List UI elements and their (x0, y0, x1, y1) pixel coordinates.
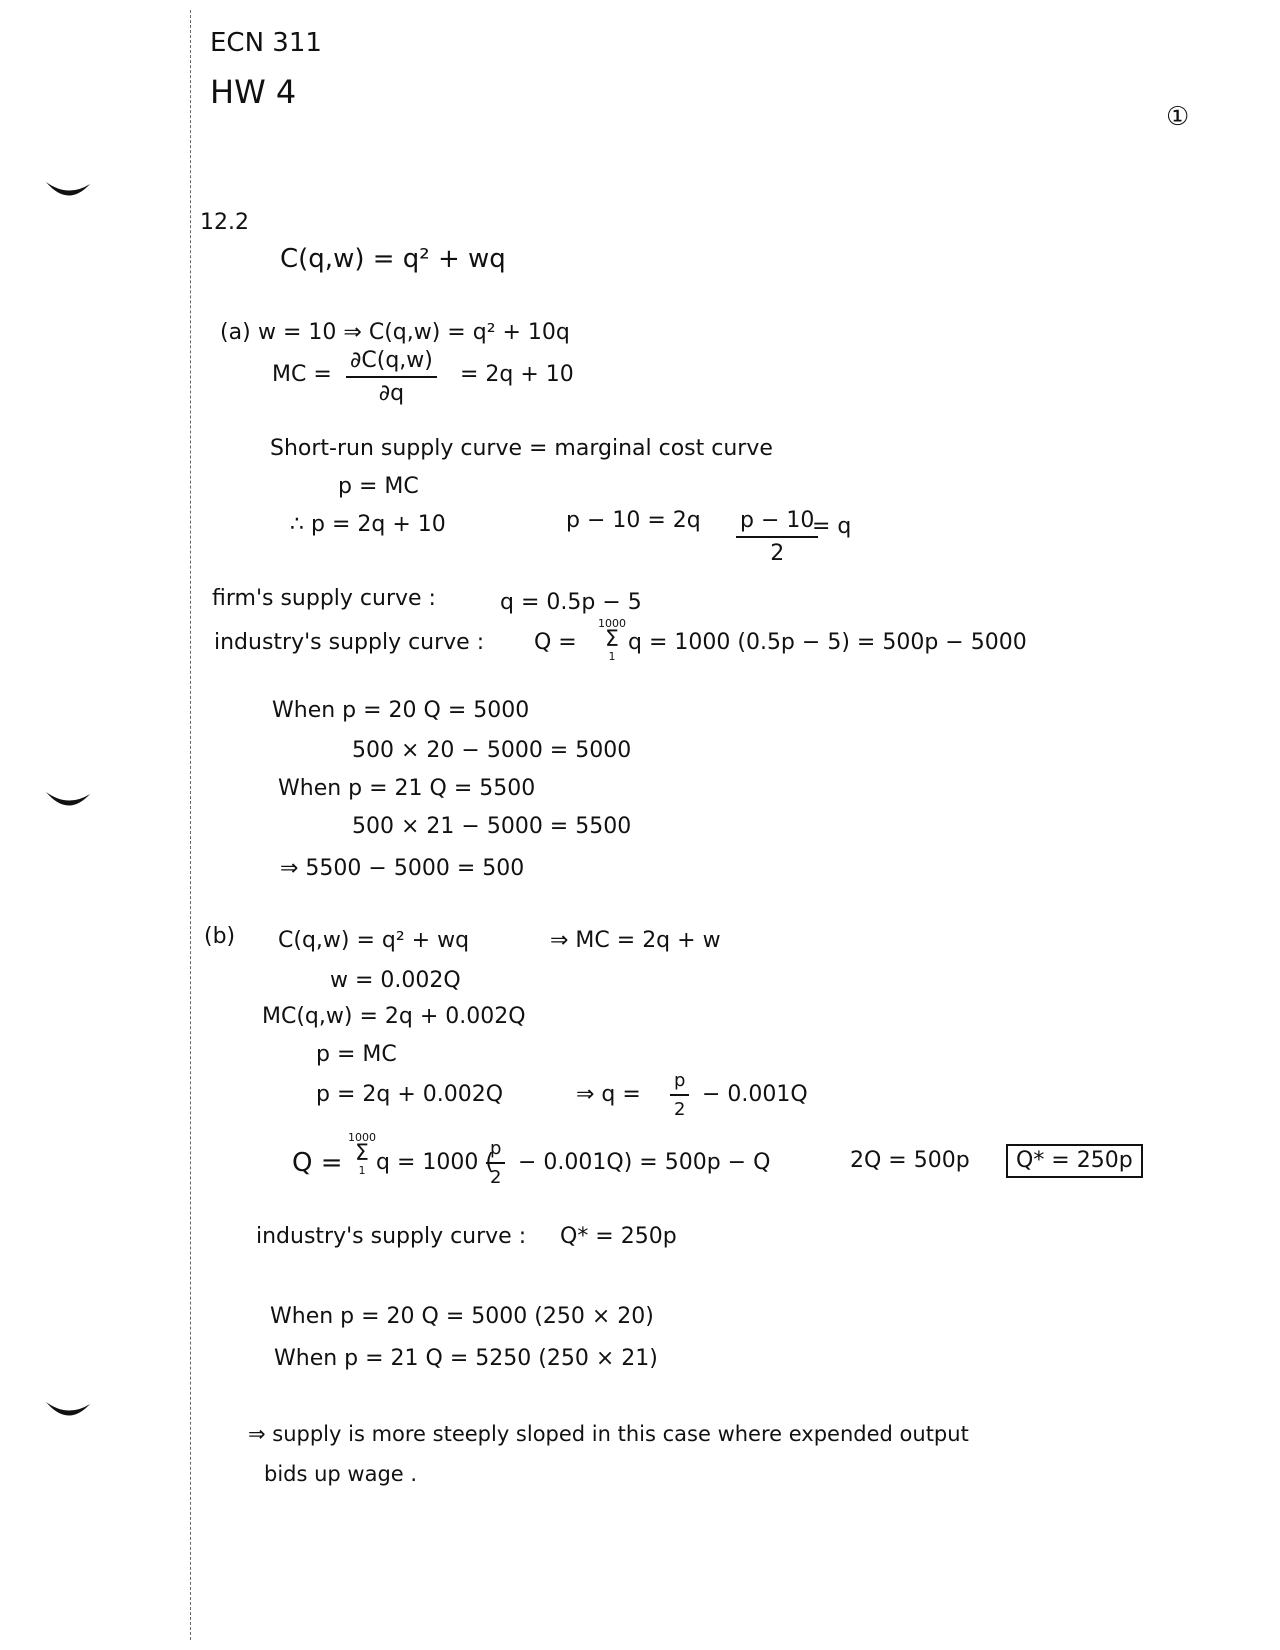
price-equals-mc: p = MC (338, 474, 419, 499)
margin-line (190, 10, 192, 1640)
firm-supply-equation: q = 0.5p − 5 (500, 590, 642, 615)
conclusion-line-2: bids up wage . (264, 1462, 418, 1486)
part-b-cost: C(q,w) = q² + wq (278, 928, 470, 953)
boxed-answer: Q* = 250p (1006, 1144, 1143, 1178)
q-numerator: p − 10 (736, 508, 818, 538)
summation (598, 618, 626, 662)
wage-equation: w = 0.002Q (330, 968, 461, 993)
homework-title: HW 4 (210, 73, 297, 111)
summation-symbol: Σ (355, 1141, 369, 1166)
q-solve-rest: − 0.001Q (702, 1082, 808, 1107)
industry-supply-equation: q = 1000 (0.5p − 5) = 500p − 5000 (628, 630, 1027, 655)
calc-p21: 500 × 21 − 5000 = 5500 (352, 814, 632, 839)
when-p20: When p = 20 Q = 5000 (272, 698, 530, 723)
aggregate-tail: − 0.001Q) = 500p − Q (518, 1150, 771, 1175)
firm-supply-label: firm's supply curve : (212, 586, 436, 611)
summation-b (348, 1132, 376, 1176)
course-title: ECN 311 (210, 28, 322, 58)
problem-number: 12.2 (200, 210, 249, 235)
q-equals: = q (812, 514, 852, 539)
part-a-given: w = 10 ⇒ C(q,w) = q² + 10q (258, 320, 570, 345)
q-solve-label: ⇒ q = (576, 1082, 641, 1107)
summation-lower-limit: 1 (358, 1164, 366, 1177)
industry-q-label: Q = (534, 630, 577, 655)
part-b-p-equals-mc: p = MC (316, 1042, 397, 1067)
summation-lower-limit: 1 (608, 650, 616, 663)
binder-hole-icon (44, 788, 92, 812)
part-b-mc: ⇒ MC = 2q + w (550, 928, 721, 953)
mc-denominator: ∂q (378, 381, 405, 406)
p-numerator: p (486, 1138, 505, 1164)
part-a-label: (a) (220, 320, 251, 345)
part-b-price-equation: p = 2q + 0.002Q (316, 1082, 504, 1107)
part-b-when-p20: When p = 20 Q = 5000 (250 × 20) (270, 1304, 654, 1329)
summation-upper-limit: 1000 (348, 1131, 376, 1144)
mc-result: = 2q + 10 (460, 362, 574, 387)
mc-numerator: ∂C(q,w) (346, 348, 437, 378)
aggregate-q-label: Q = (292, 1148, 343, 1178)
part-b-when-p21: When p = 21 Q = 5250 (250 × 21) (274, 1346, 658, 1371)
binder-hole-icon (44, 1398, 92, 1422)
cost-function: C(q,w) = q² + wq (280, 244, 506, 274)
p-over-2-fraction-b (486, 1138, 505, 1188)
summation-symbol: Σ (605, 627, 619, 652)
two-denominator: 2 (673, 1099, 686, 1120)
when-p21: When p = 21 Q = 5500 (278, 776, 536, 801)
conclusion-line-1: ⇒ supply is more steeply sloped in this case where expended output (248, 1422, 969, 1446)
mc-full-equation: MC(q,w) = 2q + 0.002Q (262, 1004, 526, 1029)
rearranged-equation: p − 10 = 2q (566, 508, 701, 533)
industry-supply-label: industry's supply curve : (214, 630, 485, 655)
aggregate-mid: q = 1000 ( (376, 1150, 494, 1175)
calc-p20: 500 × 20 − 5000 = 5000 (352, 738, 632, 763)
p-over-2-fraction (670, 1070, 689, 1120)
quantity-difference: ⇒ 5500 − 5000 = 500 (280, 856, 525, 881)
mc-label: MC = (272, 362, 332, 387)
part-b-label: (b) (204, 924, 236, 949)
two-q-equation: 2Q = 500p (850, 1148, 970, 1173)
mc-fraction (346, 348, 437, 406)
short-run-statement: Short-run supply curve = marginal cost curve (270, 436, 773, 461)
part-b-industry-label: industry's supply curve : (256, 1224, 527, 1249)
binder-hole-icon (44, 178, 92, 202)
p-numerator: p (670, 1070, 689, 1096)
q-fraction (736, 508, 818, 566)
two-denominator: 2 (489, 1167, 502, 1188)
summation-upper-limit: 1000 (598, 617, 626, 630)
part-b-industry-equation: Q* = 250p (560, 1224, 677, 1249)
therefore-equation: ∴ p = 2q + 10 (290, 512, 446, 537)
page-number: ① (1166, 102, 1190, 132)
q-denominator: 2 (770, 541, 785, 566)
